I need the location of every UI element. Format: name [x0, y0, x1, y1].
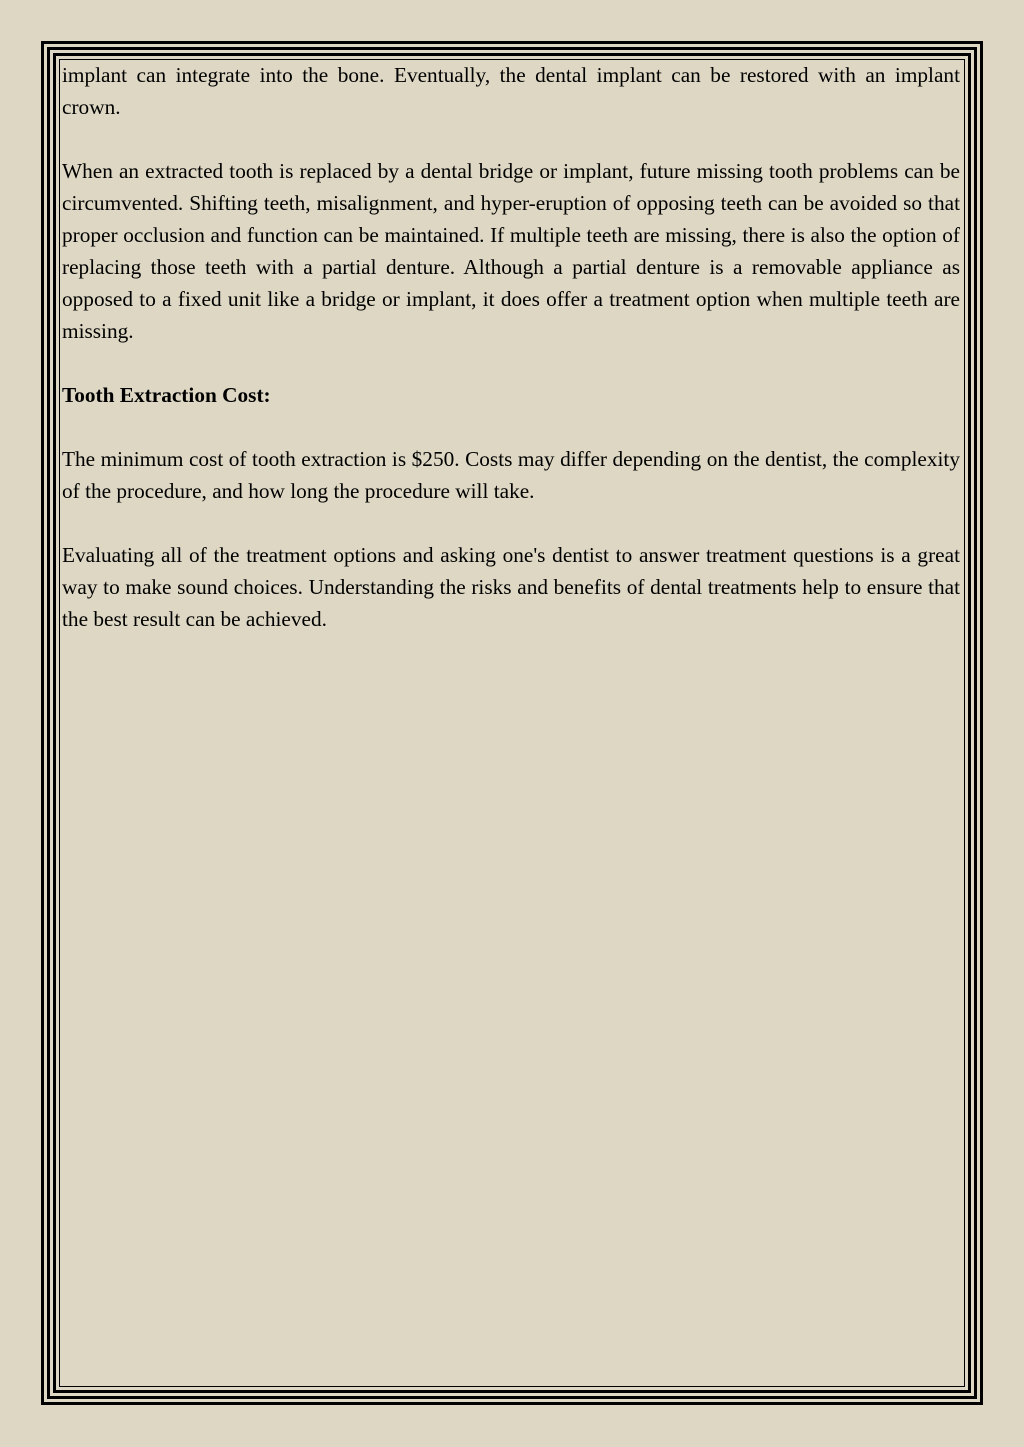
paragraph-implant-crown: implant can integrate into the bone. Eventually, the dental implant can be restored with an implant crown.: [62, 63, 960, 119]
section-heading-extraction-cost: Tooth Extraction Cost:: [62, 383, 271, 407]
paragraph-evaluating-options: Evaluating all of the treatment options and asking one's dentist to answer treatment questions is a great way to make sound choices. Understanding the risks and benefits of dental treatments help to ensure that the best result can be achieved.: [62, 543, 960, 631]
paragraph-minimum-cost: The minimum cost of tooth extraction is $250. Costs may differ depending on the dentist, the complexity of the procedure, and how long the procedure will take.: [62, 447, 960, 503]
document-body: [62, 59, 960, 667]
paragraph-replacement-options: When an extracted tooth is replaced by a dental bridge or implant, future missing tooth problems can be circumvented. Shifting teeth, misalignment, and hyper-eruption of opposing teeth can be avoided so that proper occlusion and function can be maintained. If multiple teeth are missing, there is also the option of replacing those teeth with a partial denture. Although a partial denture is a removable appliance as opposed to a fixed unit like a bridge or implant, it does offer a treatment option when multiple teeth are missing.: [62, 159, 960, 343]
